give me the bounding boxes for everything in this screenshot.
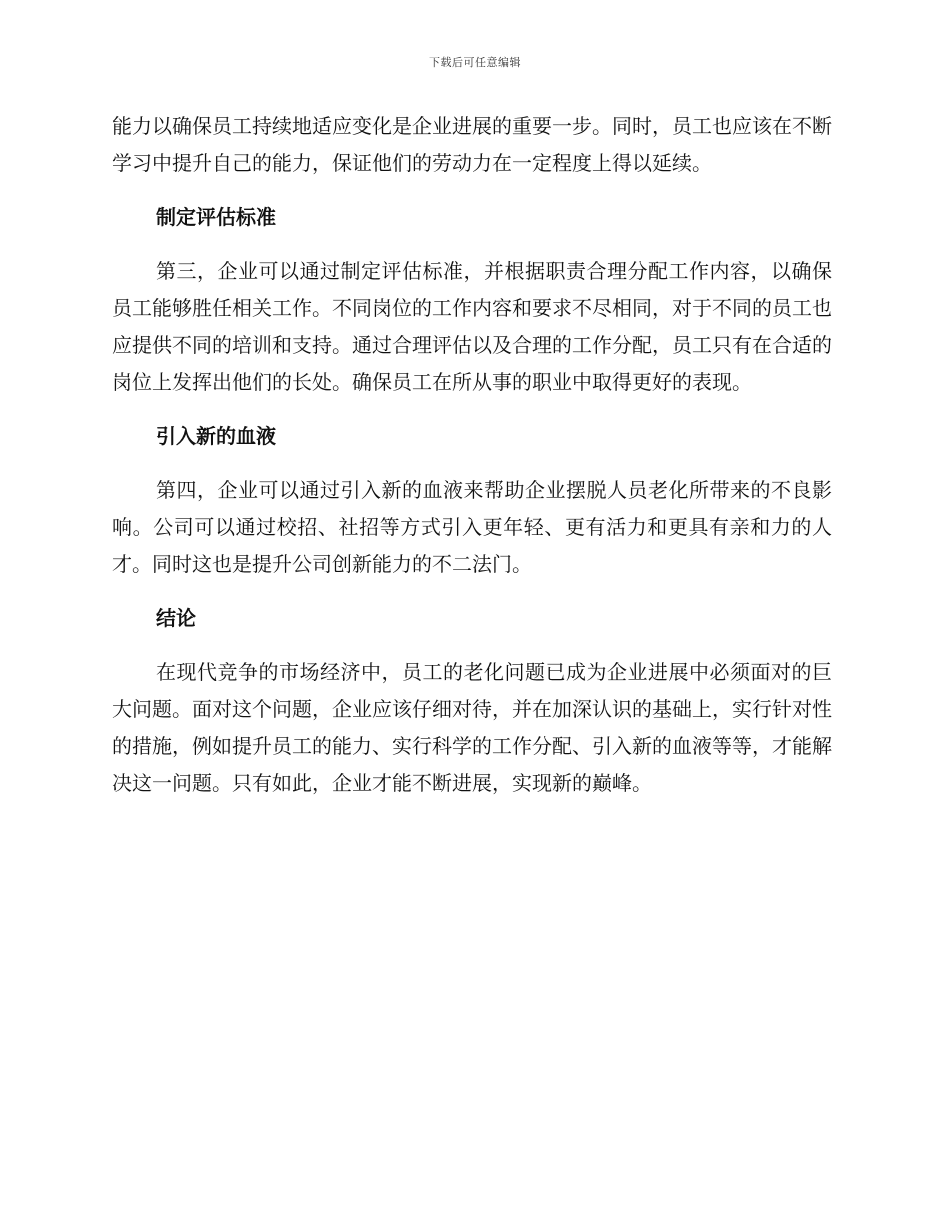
paragraph-intro-continued: 能力以确保员工持续地适应变化是企业进展的重要一步。同时，员工也应该在不断学习中提升自己的能力，保证他们的劳动力在一定程度上得以延续。 bbox=[112, 114, 832, 175]
paragraph-evaluation-standards: 第三，企业可以通过制定评估标准，并根据职责合理分配工作内容，以确保员工能够胜任相关工作。不同岗位的工作内容和要求不尽相同，对于不同的员工也应提供不同的培训和支持。通过合理评估以及合理的工作分配，员工只有在合适的岗位上发挥出他们的长处。确保员工在所从事的职业中取得更好的表现。 bbox=[112, 259, 832, 394]
document-body bbox=[112, 108, 832, 802]
heading-conclusion: 结论 bbox=[156, 606, 196, 630]
paragraph-new-blood: 第四，企业可以通过引入新的血液来帮助企业摆脱人员老化所带来的不良影响。公司可以通过校招、社招等方式引入更年轻、更有活力和更具有亲和力的人才。同时这也是提升公司创新能力的不二法门。 bbox=[112, 478, 832, 576]
page-header: 下载后可任意编辑 bbox=[429, 56, 521, 69]
heading-new-blood: 引入新的血液 bbox=[156, 424, 276, 448]
paragraph-conclusion: 在现代竞争的市场经济中，员工的老化问题已成为企业进展中必须面对的巨大问题。面对这个问题，企业应该仔细对待，并在加深认识的基础上，实行针对性的措施，例如提升员工的能力、实行科学的工作分配、引入新的血液等等，才能解决这一问题。只有如此，企业才能不断进展，实现新的巅峰。 bbox=[112, 660, 832, 795]
heading-evaluation-standards: 制定评估标准 bbox=[156, 205, 276, 229]
